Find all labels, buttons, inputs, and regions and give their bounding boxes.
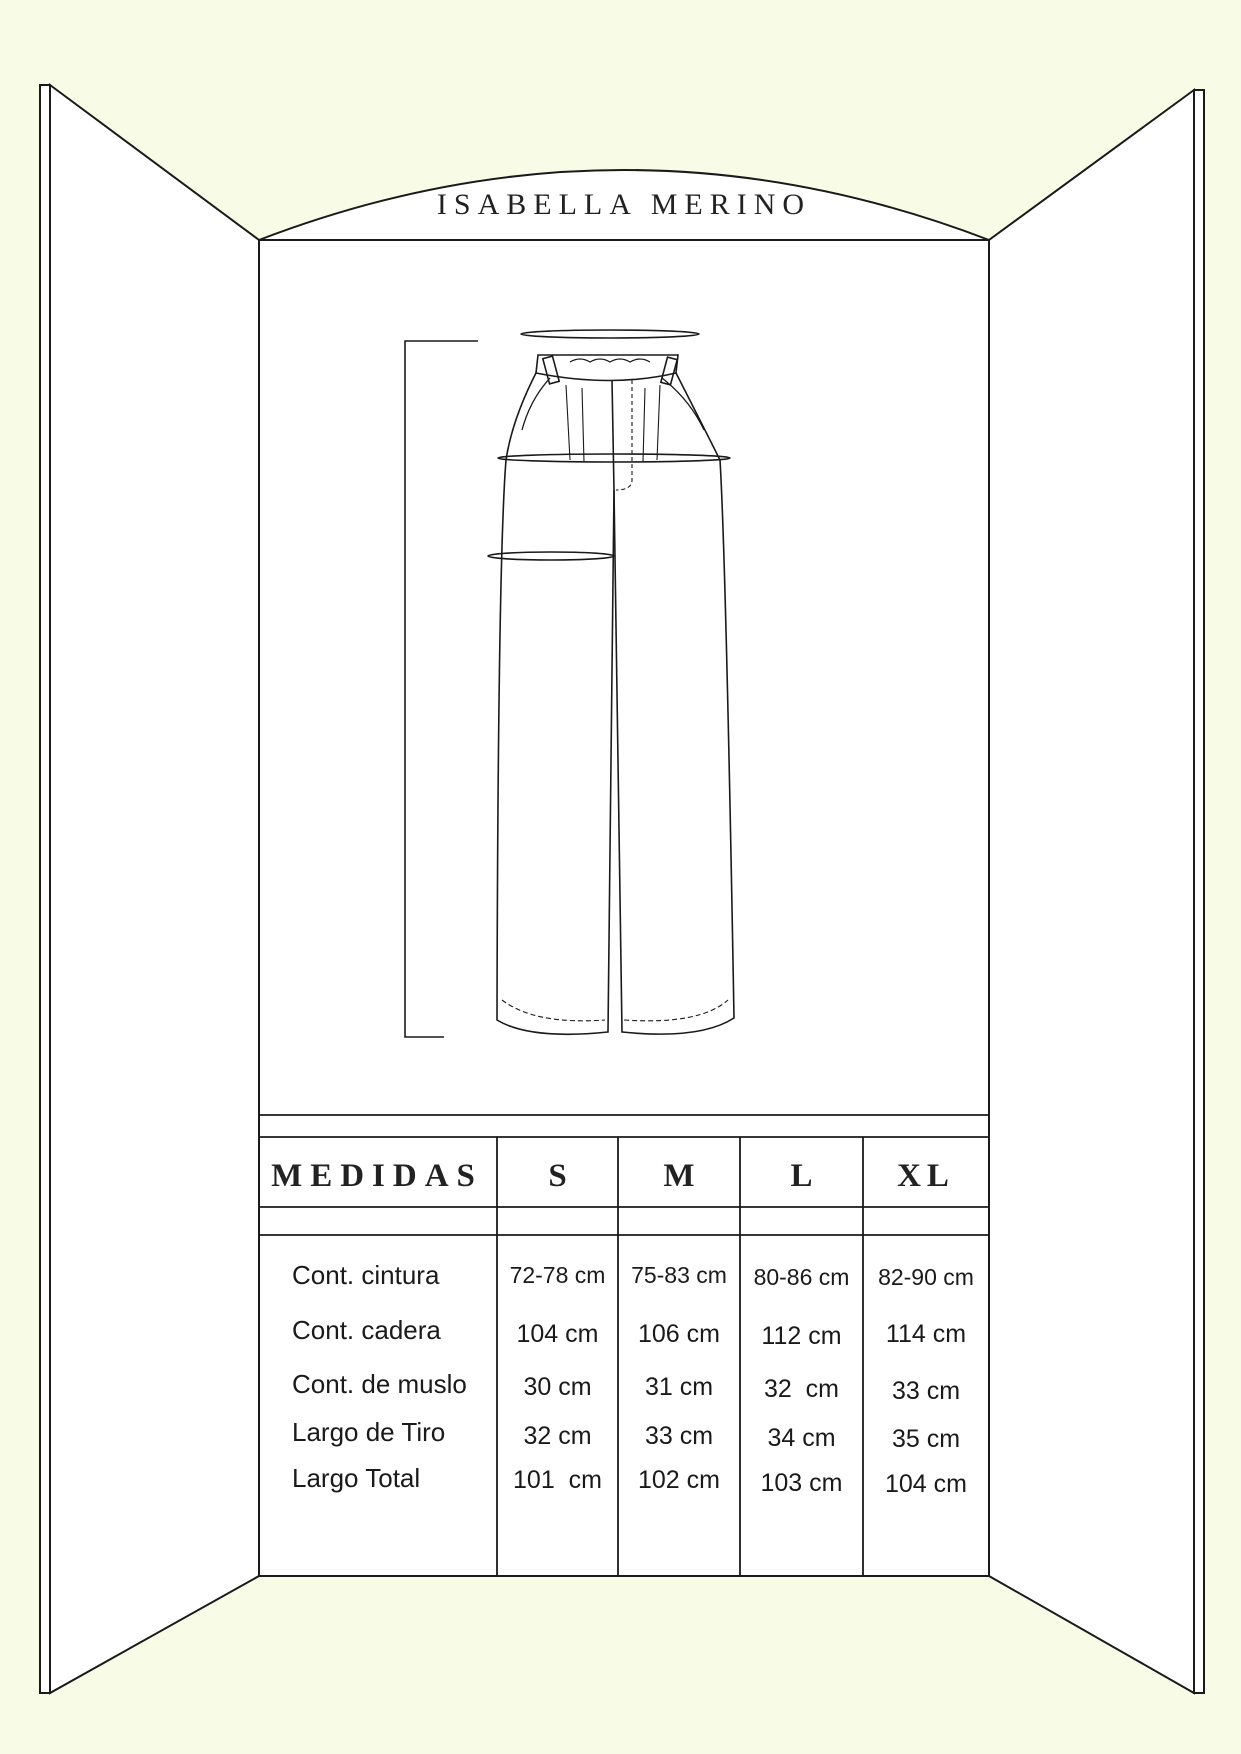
size-s-header: S	[548, 1158, 567, 1194]
cell-hip-l: 112 cm	[761, 1322, 842, 1350]
cell-total-m: 102 cm	[638, 1466, 720, 1494]
brand-name: ISABELLA MERINO	[436, 188, 812, 221]
measurements-header: MEDIDAS	[271, 1158, 483, 1194]
right-door-panel	[989, 90, 1194, 1693]
cell-thigh-s: 30 cm	[523, 1373, 592, 1401]
left-door	[40, 85, 50, 1693]
row-label-waist: Cont. cintura	[292, 1260, 440, 1290]
cell-total-xl: 104 cm	[885, 1470, 967, 1498]
cell-thigh-m: 31 cm	[644, 1373, 714, 1401]
size-l-header: L	[790, 1158, 813, 1194]
cell-waist-l: 80-86 cm	[753, 1264, 850, 1290]
row-label-thigh: Cont. de muslo	[292, 1369, 467, 1399]
cell-thigh-xl: 33 cm	[891, 1377, 961, 1405]
cell-waist-xl: 82-90 cm	[878, 1264, 974, 1290]
cell-rise-xl: 35 cm	[891, 1425, 961, 1453]
row-label-total-length: Largo Total	[292, 1463, 421, 1493]
right-door	[1194, 90, 1204, 1693]
row-label-rise: Largo de Tiro	[292, 1417, 446, 1447]
left-door-panel	[50, 85, 259, 1693]
size-xl-header: XL	[897, 1158, 955, 1194]
cell-rise-m: 33 cm	[644, 1422, 714, 1450]
cell-total-s: 101 cm	[513, 1466, 602, 1494]
cell-hip-m: 106 cm	[638, 1320, 720, 1348]
cell-waist-s: 72-78 cm	[509, 1262, 606, 1288]
cell-hip-xl: 114 cm	[885, 1320, 967, 1348]
row-label-hip: Cont. cadera	[292, 1315, 441, 1345]
cell-total-l: 103 cm	[760, 1469, 843, 1497]
cell-thigh-l: 32 cm	[763, 1375, 840, 1403]
cell-rise-l: 34 cm	[767, 1424, 836, 1452]
cell-waist-m: 75-83 cm	[631, 1262, 727, 1288]
size-m-header: M	[663, 1158, 695, 1194]
cell-hip-s: 104 cm	[516, 1320, 599, 1348]
cell-rise-s: 32 cm	[523, 1422, 592, 1450]
